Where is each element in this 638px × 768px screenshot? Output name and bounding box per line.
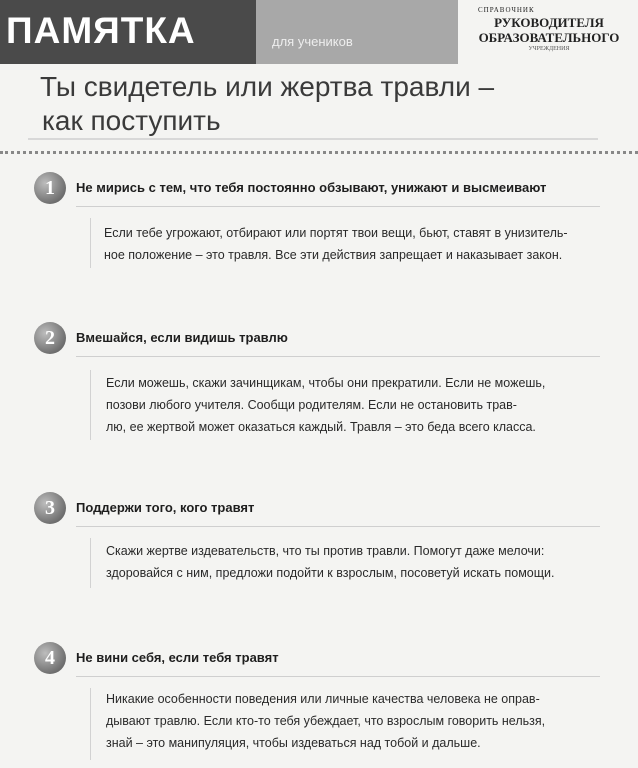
item-3-number-badge: 3 [34,492,66,524]
item-3-body [106,540,554,584]
item-4-body [106,688,545,754]
item-2-line-2: позови любого учителя. Сообщи родителям. Если не остановить трав- [106,398,517,412]
item-2-side-rule [90,370,91,440]
item-3-line-2: здоровайся с ним, предложи подойти к взрослым, посоветуй искать помощи. [106,566,555,580]
item-1-line-1: Если тебе угрожают, отбирают или портят твои вещи, бьют, ставят в унизитель- [104,226,568,240]
item-4-line-2: дывают травлю. Если кто-то тебя убеждает, что взрослым говорить нельзя, [106,714,546,728]
logo-line-1: РУКОВОДИТЕЛЯ [494,15,604,30]
item-1-line-2: ное положение – это травля. Все эти действия запрещает и наказывает закон. [104,248,563,262]
logo-bottom-text: УЧРЕЖДЕНИЯ [528,46,570,52]
logo-top-text: СПРАВОЧНИК [478,6,535,14]
item-4-line-3: знай – это манипуляция, чтобы издеваться над тобой и дальше. [106,736,481,750]
header-subtitle-band [256,0,458,64]
item-3-heading: Поддержи того, кого травят [76,500,255,515]
page-title-line-1: Ты свидетель или жертва травли – [40,71,495,102]
item-3-side-rule [90,538,91,588]
page-title [40,70,600,138]
item-2-line-3: лю, ее жертвой может оказаться каждый. Травля – это беда всего класса. [106,420,536,434]
header-subtitle: для учеников [272,34,353,49]
item-1-heading: Не мирись с тем, что тебя постоянно обзывают, унижают и высмеивают [76,180,547,195]
item-3-line-1: Скажи жертве издевательств, что ты против травли. Помогут даже мелочи: [106,544,545,558]
item-4-heading: Не вини себя, если тебя травят [76,650,279,665]
item-2-heading: Вмешайся, если видишь травлю [76,330,288,345]
item-2-body [106,372,545,438]
page-title-line-2: как поступить [42,105,221,136]
item-1-body [104,222,568,266]
item-2-line-1: Если можешь, скажи зачинщикам, чтобы они прекратили. Если не можешь, [106,376,546,390]
item-2-divider [76,356,600,357]
item-4-side-rule [90,688,91,760]
item-4-line-1: Никакие особенности поведения или личные качества человека не оправ- [106,692,540,706]
item-1-side-rule [90,218,91,268]
logo-line-2: ОБРАЗОВАТЕЛЬНОГО [478,30,620,45]
title-underline [28,138,598,140]
item-1-divider [76,206,600,207]
item-3-divider [76,526,600,527]
item-1-number-badge: 1 [34,172,66,204]
item-4-divider [76,676,600,677]
item-2-number-badge: 2 [34,322,66,354]
item-4-number-badge: 4 [34,642,66,674]
header-title: ПАМЯТКА [6,10,196,51]
dotted-divider [0,151,638,154]
publication-logo [468,6,630,53]
